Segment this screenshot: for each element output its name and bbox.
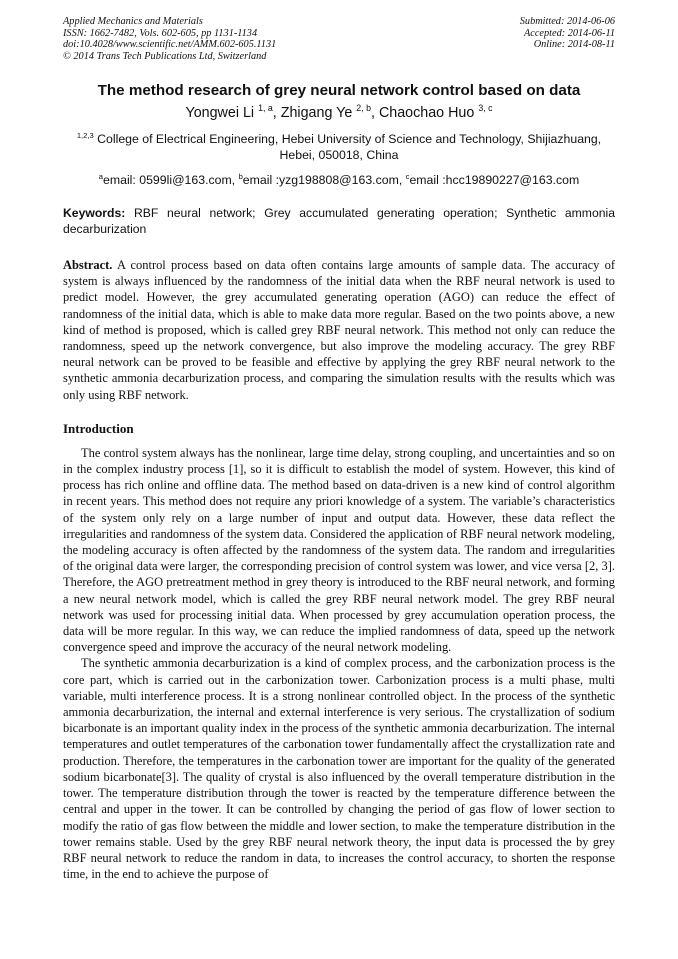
publication-dates (520, 16, 615, 51)
author-emails (63, 172, 615, 188)
journal-issn: ISSN: 1662-7482, Vols. 602-605, pp 1131-1134 (63, 27, 258, 39)
email-address: email :hcc19890227@163.com (409, 173, 580, 187)
abstract-label: Abstract. (63, 258, 113, 272)
abstract-text: A control process based on data often contains large amounts of sample data. The accuracy of system is always influenced by the randomness of the initial data when the RBF neural network is used to predict model. However, the grey accumulated generating operation (AGO) can reduce the effect of randomness of the initial data, which is able to make data more regular. Based on the two points above, a new kind of method is proposed, which is called grey RBF neural network. This method not only can reduce the randomness, speed up the network convergence, but also improve the modeling accuracy. The grey RBF neural network can be proved to be feasible and effective by applying the grey RBF neural network to the synthetic ammonia decarburization process, and comparing the simulation results with the results which was only using RBF network. (63, 258, 615, 402)
journal-doi: doi:10.4028/www.scientific.net/AMM.602-605.1131 (63, 39, 277, 51)
email-marker: c (405, 172, 410, 181)
accepted-date: Accepted: 2014-06-11 (523, 27, 615, 39)
email-marker: b (238, 172, 243, 181)
journal-name: Applied Mechanics and Materials (63, 16, 203, 27)
journal-copyright: © 2014 Trans Tech Publications Ltd, Switzerland (63, 50, 267, 62)
body-paragraph: The synthetic ammonia decarburization is a kind of complex process, and the carbonization process is the core part, which is carried out in the carbonization tower. Carbonization process is a multi phase, multi variable, multi interference process. It is a strong nonlinear controlled object. In the process of the synthetic ammonia decarburization, the internal and external interference is very serious. The crystallization of sodium bicarbonate is an important quality index in the process of the synthetic ammonia decarburization. The internal temperatures and outlet temperatures of the carbonation tower fundamentally affect the crystallization rate and production. Therefore, the temperatures in the carbonation tower are important for the quality of the generated sodium bicarbonate[3]. The quality of crystal is also influenced by the overall temperature distribution in the tower. The temperature distribution through the tower is reacted by the temperature difference between the central and upper in the tower. It can be controlled by changing the period of gas flow of lower section to modify the ratio of gas flow between the middle and lower section, to make the temperature distribution in the tower remains stable. Used by the grey RBF neural network theory, the input data is processed the by grey RBF neural network to reduce the random in data, to increases the control accuracy, to shorten the response time, in the end to achieve the purpose of (63, 656, 615, 882)
author-separator: , (272, 105, 281, 121)
journal-header (63, 16, 615, 72)
email-address: email: 0599li@163.com, (103, 173, 239, 187)
email-address: email :yzg198808@163.com, (242, 173, 406, 187)
paper-title: The method research of grey neural network control based on data (97, 82, 581, 99)
author-name: Yongwei Li (185, 105, 255, 121)
author-affil-marker: 3, c (478, 103, 493, 113)
section-heading-introduction: Introduction (63, 420, 134, 436)
keywords-label: Keywords: (63, 206, 126, 220)
author-name: Zhigang Ye (280, 105, 353, 121)
email-marker: a (98, 172, 104, 181)
journal-info (63, 16, 276, 62)
author-name: Chaochao Huo (378, 105, 475, 121)
author-separator: , (370, 105, 379, 121)
keywords-text: RBF neural network; Grey accumulated generating operation; Synthetic ammonia decarburization (63, 206, 616, 236)
author-affil-marker: 2, b (356, 103, 371, 113)
submitted-date: Submitted: 2014-06-06 (519, 16, 615, 27)
author-list (63, 104, 615, 122)
keywords (63, 205, 615, 237)
paper-page (63, 16, 615, 882)
abstract (63, 257, 615, 403)
affiliation-marker: 1,2,3 (76, 131, 94, 140)
affiliation-text: College of Electrical Engineering, Hebei University of Science and Technology, Shijiazhuang, Hebei, 050018, China (97, 132, 602, 162)
affiliation (63, 131, 615, 163)
online-date: Online: 2014-08-11 (533, 39, 615, 51)
author-affil-marker: 1, a (258, 103, 273, 113)
body-paragraph: The control system always has the nonlinear, large time delay, strong coupling, and uncertainties and so on in the complex industry process [1], so it is difficult to establish the model of system. However, this kind of process has rich online and offline data. The method based on data-driven is a new kind of control algorithm in recent years. This method does not require any priori knowledge of a system. The variable’s characteristics of the system only rely on a large number of input and output data. However, these data reflect the irregularities and randomness of the system data. Considered the application of RBF neural network modeling, the modeling accuracy is often affected by the randomness of the system data. The random and irregularities of the original data were larger, the corresponding precision of control system was lower, and vice versa [2, 3]. Therefore, the AGO pretreatment method in grey theory is introduced to the RBF neural network, and forming a new neural network model, which is called the grey RBF neural network model. The grey RBF neural network was used for processing initial data. When processed by grey accumulation operation process, the data will be more regular. In this way, we can reduce the implied randomness of data, speed up the network convergence speed and improve the accuracy of the neural network modeling. (63, 445, 615, 655)
